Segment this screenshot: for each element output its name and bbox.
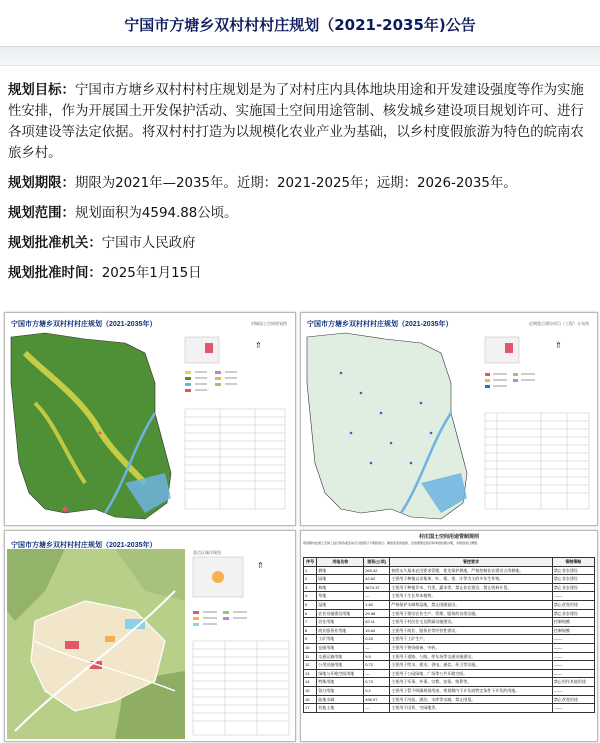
table-cell: 主要用于田坎、空闲地等。 [390, 704, 553, 713]
table-cell: 9 [304, 635, 317, 644]
table-cell: 按照永久基本农田要求管理，优先保护耕地，严格控制非农建设占用耕地。 [390, 566, 553, 575]
map1-title: 宁国市方塘乡双村村村庄规划（2021-2035年） [11, 321, 157, 328]
table-cell: 禁止用作其他用途 [552, 678, 594, 687]
table-row [304, 635, 595, 644]
table-cell: 禁止改变用途 [552, 695, 594, 704]
table-cell: 1.80 [364, 600, 390, 609]
table-cell: 耕地 [317, 566, 364, 575]
map3-legend [193, 611, 247, 626]
table-cell: 2 [304, 575, 317, 584]
map3-locator-highlight [212, 571, 224, 583]
plan-map-panel-2[interactable] [300, 312, 598, 526]
date-text: 2025年1月15日 [101, 266, 202, 281]
title-divider [0, 46, 600, 66]
table-cell: 严格保护水域和湿地，禁止围湖造田。 [390, 600, 553, 609]
map2-north-arrow-icon: ⇑ [555, 341, 562, 350]
table-cell: — [364, 643, 390, 652]
table-cell: 19.64 [364, 626, 390, 635]
map1-north-arrow-icon: ⇑ [255, 341, 262, 350]
map3-drawing [5, 531, 295, 741]
map2-legend [485, 373, 535, 388]
map1-legend [185, 371, 237, 392]
table-cell: 7 [304, 618, 317, 627]
table-row [304, 652, 595, 661]
table-cell: 主要用于工矿生产。 [390, 635, 553, 644]
table-cell: 42.62 [364, 575, 390, 584]
rules-column-header: 面积(公顷) [364, 558, 390, 567]
table-cell: 1 [304, 566, 317, 575]
map2-drawing [301, 313, 597, 525]
table-row [304, 575, 595, 584]
table-cell: 公用设施用地 [317, 661, 364, 670]
table-cell: 11 [304, 652, 317, 661]
table-row [304, 695, 595, 704]
period-text: 期限为2021年—2035年。近期：2021-2025年；远期：2026-2035年。 [74, 176, 517, 191]
table-cell: 3 [304, 583, 317, 592]
map2-locator [485, 337, 519, 363]
table-cell: 14 [304, 678, 317, 687]
land-use-rules-panel[interactable] [300, 530, 598, 742]
table-row [304, 618, 595, 627]
table-cell: 绿地与开敞空间用地 [317, 669, 364, 678]
table-row [304, 609, 595, 618]
rules-intro: 规划期内在国土空间上进行的各类活动应当按照以下规则进行。确需改变用途的，应按照规定程序和审批权限办理，对规划进行调整。 [303, 541, 481, 545]
table-cell: 496.97 [364, 695, 390, 704]
table-row [304, 686, 595, 695]
table-cell: 主要用于种植以采集果、叶、根、茎、汁等为主的多年生作物。 [390, 575, 553, 584]
table-cell: 主要用于建设农业生产、管理、服务的各类设施。 [390, 609, 553, 618]
table-cell: 主要用于道路、公路、停车场等交通设施建设。 [390, 652, 553, 661]
plan-map-panel-1[interactable] [4, 312, 296, 526]
table-cell: 52.11 [364, 618, 390, 627]
table-cell: 17 [304, 704, 317, 713]
table-cell: 控制规模 [552, 626, 594, 635]
table-cell: —— [552, 661, 594, 670]
map3-subtitle: 重点区域详规图 [193, 550, 221, 555]
table-cell: — [364, 592, 390, 601]
table-cell: 10 [304, 643, 317, 652]
table-cell: 主要用于物资储备、中转。 [390, 643, 553, 652]
table-cell: 主要用于军事、外事、宗教、安保、殡葬等。 [390, 678, 553, 687]
table-cell: —— [552, 635, 594, 644]
table-cell: 4 [304, 592, 317, 601]
table-cell: 草地 [317, 592, 364, 601]
table-cell: 主要用于公园绿地、广场等公共开敞空间。 [390, 669, 553, 678]
table-cell: 禁止改变用途 [552, 600, 594, 609]
table-cell: —— [552, 652, 594, 661]
rules-column-header: 管控要求 [390, 558, 553, 567]
map2-locator-highlight [505, 343, 513, 353]
table-cell: 交通运输用地 [317, 652, 364, 661]
page-title: 宁国市方塘乡双村村村庄规划（2021-2035年)公告 [124, 16, 476, 34]
map3-title: 宁国市方塘乡双村村村庄规划（2021-2035年） [11, 542, 157, 549]
table-cell: 0.20 [364, 635, 390, 644]
date-label: 规划批准时间： [8, 266, 102, 281]
scope-label: 规划范围： [8, 206, 75, 221]
notice-body [8, 80, 594, 284]
table-row [304, 566, 595, 575]
table-cell: 禁止非农建设 [552, 575, 594, 584]
table-cell: 工矿用地 [317, 635, 364, 644]
table-cell: 控制规模 [552, 618, 594, 627]
scope-text: 规划面积为4594.88公顷。 [74, 206, 238, 221]
table-cell: —— [552, 643, 594, 652]
table-cell: 陆地水域 [317, 695, 364, 704]
map1-locator [185, 337, 219, 363]
table-cell: 主要用于给水、排水、供电、通信、环卫等设施。 [390, 661, 553, 670]
map3-stats-table [193, 641, 289, 735]
table-cell: 禁止非农建设 [552, 566, 594, 575]
authority-row [8, 233, 594, 254]
table-cell: 0.72 [364, 678, 390, 687]
table-cell: 主要用于商业、服务业等经营性建设。 [390, 626, 553, 635]
map3-north-arrow-icon: ⇑ [257, 561, 264, 570]
rules-column-header: 管制策略 [552, 558, 594, 567]
period-label: 规划期限： [8, 176, 75, 191]
rules-table [303, 557, 595, 713]
table-cell: 农业设施建设用地 [317, 609, 364, 618]
map1-stats-table [185, 409, 285, 509]
table-cell: 8 [304, 626, 317, 635]
table-cell: 12 [304, 661, 317, 670]
table-row [304, 626, 595, 635]
table-cell: 特殊用地 [317, 678, 364, 687]
table-cell: 13 [304, 669, 317, 678]
table-cell: 3674.37 [364, 583, 390, 592]
table-cell: 主要用于种植乔木、竹类、灌木等，禁止非农建设，禁止毁林开垦。 [390, 583, 553, 592]
table-cell: 留白用地 [317, 686, 364, 695]
table-cell: — [364, 669, 390, 678]
table-cell: — [364, 704, 390, 713]
map1-village-dot [99, 432, 102, 435]
map2-title: 宁国市方塘乡双村村村庄规划（2021-2035年） [307, 321, 453, 328]
table-cell: 9.5 [364, 652, 390, 661]
rules-table-title: 村庄国土空间用途管制规则 [418, 534, 479, 540]
table-cell: 商业服务业用地 [317, 626, 364, 635]
table-cell: 16 [304, 695, 317, 704]
map1-drawing [5, 313, 295, 525]
goal-text: 宁国市方塘乡双村村村庄规划是为了对村庄内具体地块用途和开发建设强度等作为实施性安排，作为开展国土开发保护活动、实施国土空间用途管制、核发城乡建设项目规划许可、进行各项建设等法定依据。将双村村打造为以规模化农业产业为基础，以乡村度假旅游为特色的皖南农旅乡村。 [8, 83, 584, 161]
map2-project-table [485, 413, 589, 509]
table-row [304, 592, 595, 601]
goal-label: 规划目标： [8, 83, 75, 98]
table-cell: —— [552, 704, 594, 713]
table-cell: 禁止非农建设 [552, 609, 594, 618]
table-cell: 园地 [317, 575, 364, 584]
rules-column-header: 用地名称 [317, 558, 364, 567]
plan-map-panel-3[interactable] [4, 530, 296, 742]
authority-text: 宁国市人民政府 [101, 236, 196, 251]
map2-subtitle: 近期重点建设项目（工程）分布图 [529, 321, 589, 326]
table-row [304, 704, 595, 713]
table-cell: 主要用于暂不明确规划用途、规划期内不开发或特定条件下开发的用地。 [390, 686, 553, 695]
map1-village-dot [63, 507, 68, 512]
table-cell: —— [552, 669, 594, 678]
rules-table-header-row [304, 558, 595, 567]
table-row [304, 669, 595, 678]
table-cell: 禁止非农建设 [552, 583, 594, 592]
authority-label: 规划批准机关： [8, 236, 102, 251]
rules-column-header: 序号 [304, 558, 317, 567]
table-cell: 6 [304, 609, 317, 618]
table-row [304, 678, 595, 687]
rules-table-body [304, 566, 595, 712]
table-cell: 湿地 [317, 600, 364, 609]
table-cell: 其他土地 [317, 704, 364, 713]
date-row [8, 263, 594, 284]
table-cell: 29.58 [364, 609, 390, 618]
period-row [8, 173, 594, 194]
map3-building [65, 641, 79, 649]
table-row [304, 583, 595, 592]
table-cell: 林地 [317, 583, 364, 592]
table-row [304, 661, 595, 670]
map1-subtitle: 村域国土空间规划图 [251, 321, 287, 326]
table-cell: 主要用于河流、湖泊、水库等水域，禁止围垦。 [390, 695, 553, 704]
table-cell: 居住用地 [317, 618, 364, 627]
table-cell: 主要用于生长草本植物。 [390, 592, 553, 601]
table-cell: 5 [304, 600, 317, 609]
table-cell: —— [552, 592, 594, 601]
table-cell: 0.72 [364, 661, 390, 670]
map1-locator-highlight [205, 343, 213, 353]
scope-row [8, 203, 594, 224]
table-cell: 265.42 [364, 566, 390, 575]
table-row [304, 643, 595, 652]
table-cell: 仓储用地 [317, 643, 364, 652]
table-cell: 15 [304, 686, 317, 695]
table-row [304, 600, 595, 609]
goal-paragraph [8, 80, 594, 164]
table-cell: 主要用于村民住宅及附属设施建设。 [390, 618, 553, 627]
table-cell: 0.2 [364, 686, 390, 695]
map3-building [105, 636, 115, 642]
table-cell: —— [552, 686, 594, 695]
